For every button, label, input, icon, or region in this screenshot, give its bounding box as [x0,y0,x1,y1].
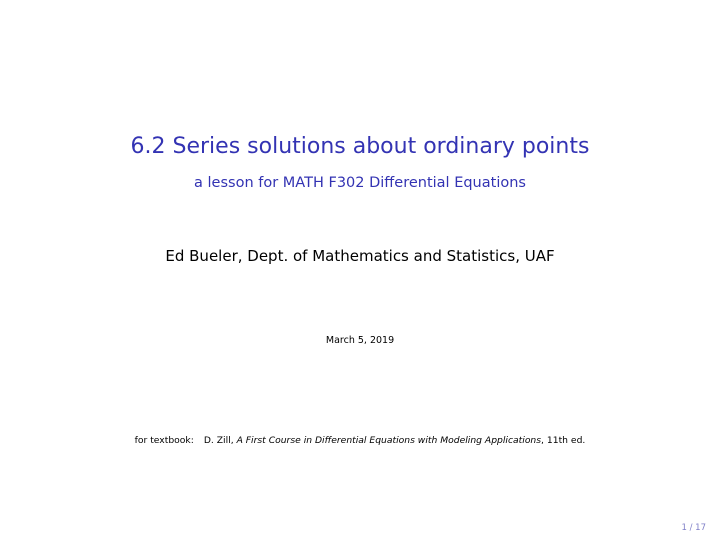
textbook-edition: , 11th ed. [541,435,586,446]
textbook-title: A First Course in Differential Equations with Modeling Applications [236,435,542,446]
slide-title: 6.2 Series solutions about ordinary points [130,134,590,159]
page-current: 1 [681,523,687,533]
textbook-label: for textbook: [134,435,194,446]
textbook-author: D. Zill, [203,435,234,446]
slide-subtitle: a lesson for MATH F302 Differential Equations [194,175,526,191]
author-line: Ed Bueler, Dept. of Mathematics and Statistics, UAF [165,247,555,265]
page-number [681,523,706,533]
textbook-reference [0,435,720,446]
page-total: 17 [695,523,706,533]
date: March 5, 2019 [325,335,395,346]
page-separator: / [686,523,696,533]
